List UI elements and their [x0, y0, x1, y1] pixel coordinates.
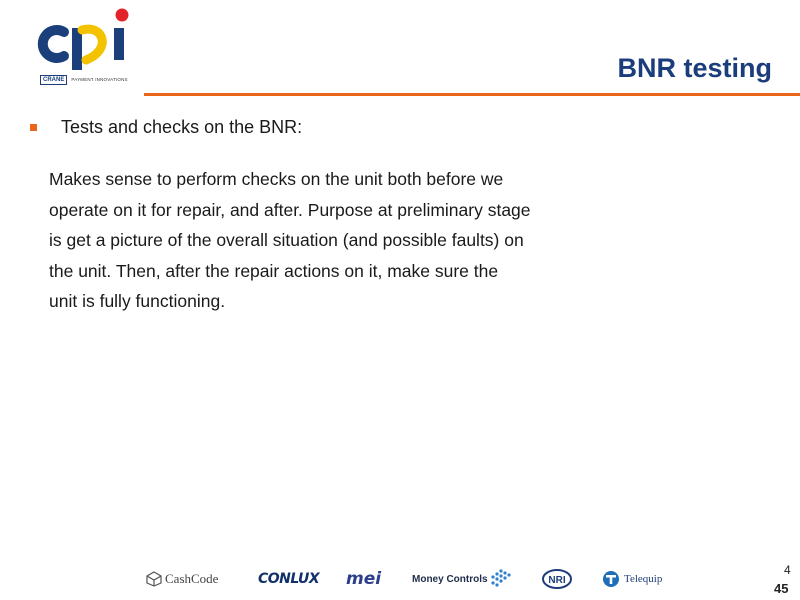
slide-title: BNR testing — [617, 53, 772, 83]
telequip-label: Telequip — [624, 573, 663, 585]
conlux-label: CONLUX — [258, 571, 320, 587]
money-controls-label: Money Controls — [412, 573, 488, 585]
page-number-bottom: 45 — [774, 581, 789, 596]
cashcode-cube-icon — [146, 571, 162, 587]
cpi-logo-mark — [34, 6, 138, 74]
cashcode-label: CashCode — [165, 571, 219, 586]
nri-label: NRI — [548, 575, 566, 586]
title-divider — [144, 93, 800, 96]
page-number-top: 4 — [784, 563, 791, 577]
nri-emblem — [542, 569, 572, 589]
nri-logo — [542, 564, 572, 594]
bullet-item — [30, 117, 302, 138]
cpi-logo — [34, 6, 138, 88]
paragraph-line: Makes sense to perform checks on the unit both before we — [49, 169, 504, 189]
mei-logo — [346, 564, 381, 594]
bullet-text: Tests and checks on the BNR: — [61, 117, 303, 137]
conlux-logo — [258, 564, 319, 594]
mei-label: mei — [346, 569, 382, 589]
logo-tagline — [40, 74, 128, 85]
footer-brands — [140, 564, 680, 594]
payment-innovations-label: PAYMENT INNOVATIONS — [71, 77, 128, 82]
cashcode-logo — [146, 564, 218, 594]
crane-label: CRANE — [40, 75, 67, 85]
paragraph-line: is get a picture of the overall situation (and possible faults) on — [49, 230, 524, 250]
money-controls-logo — [412, 564, 514, 594]
money-controls-dots-icon — [488, 568, 514, 590]
telequip-circle-icon — [602, 570, 620, 588]
telequip-logo — [602, 564, 662, 594]
paragraph-line: unit is fully functioning. — [49, 291, 226, 311]
paragraph-line: operate on it for repair, and after. Purpose at preliminary stage — [49, 199, 531, 220]
body-paragraph — [49, 164, 689, 317]
bullet-square-icon — [30, 124, 37, 131]
paragraph-line: the unit. Then, after the repair actions on it, make sure the — [49, 260, 499, 281]
